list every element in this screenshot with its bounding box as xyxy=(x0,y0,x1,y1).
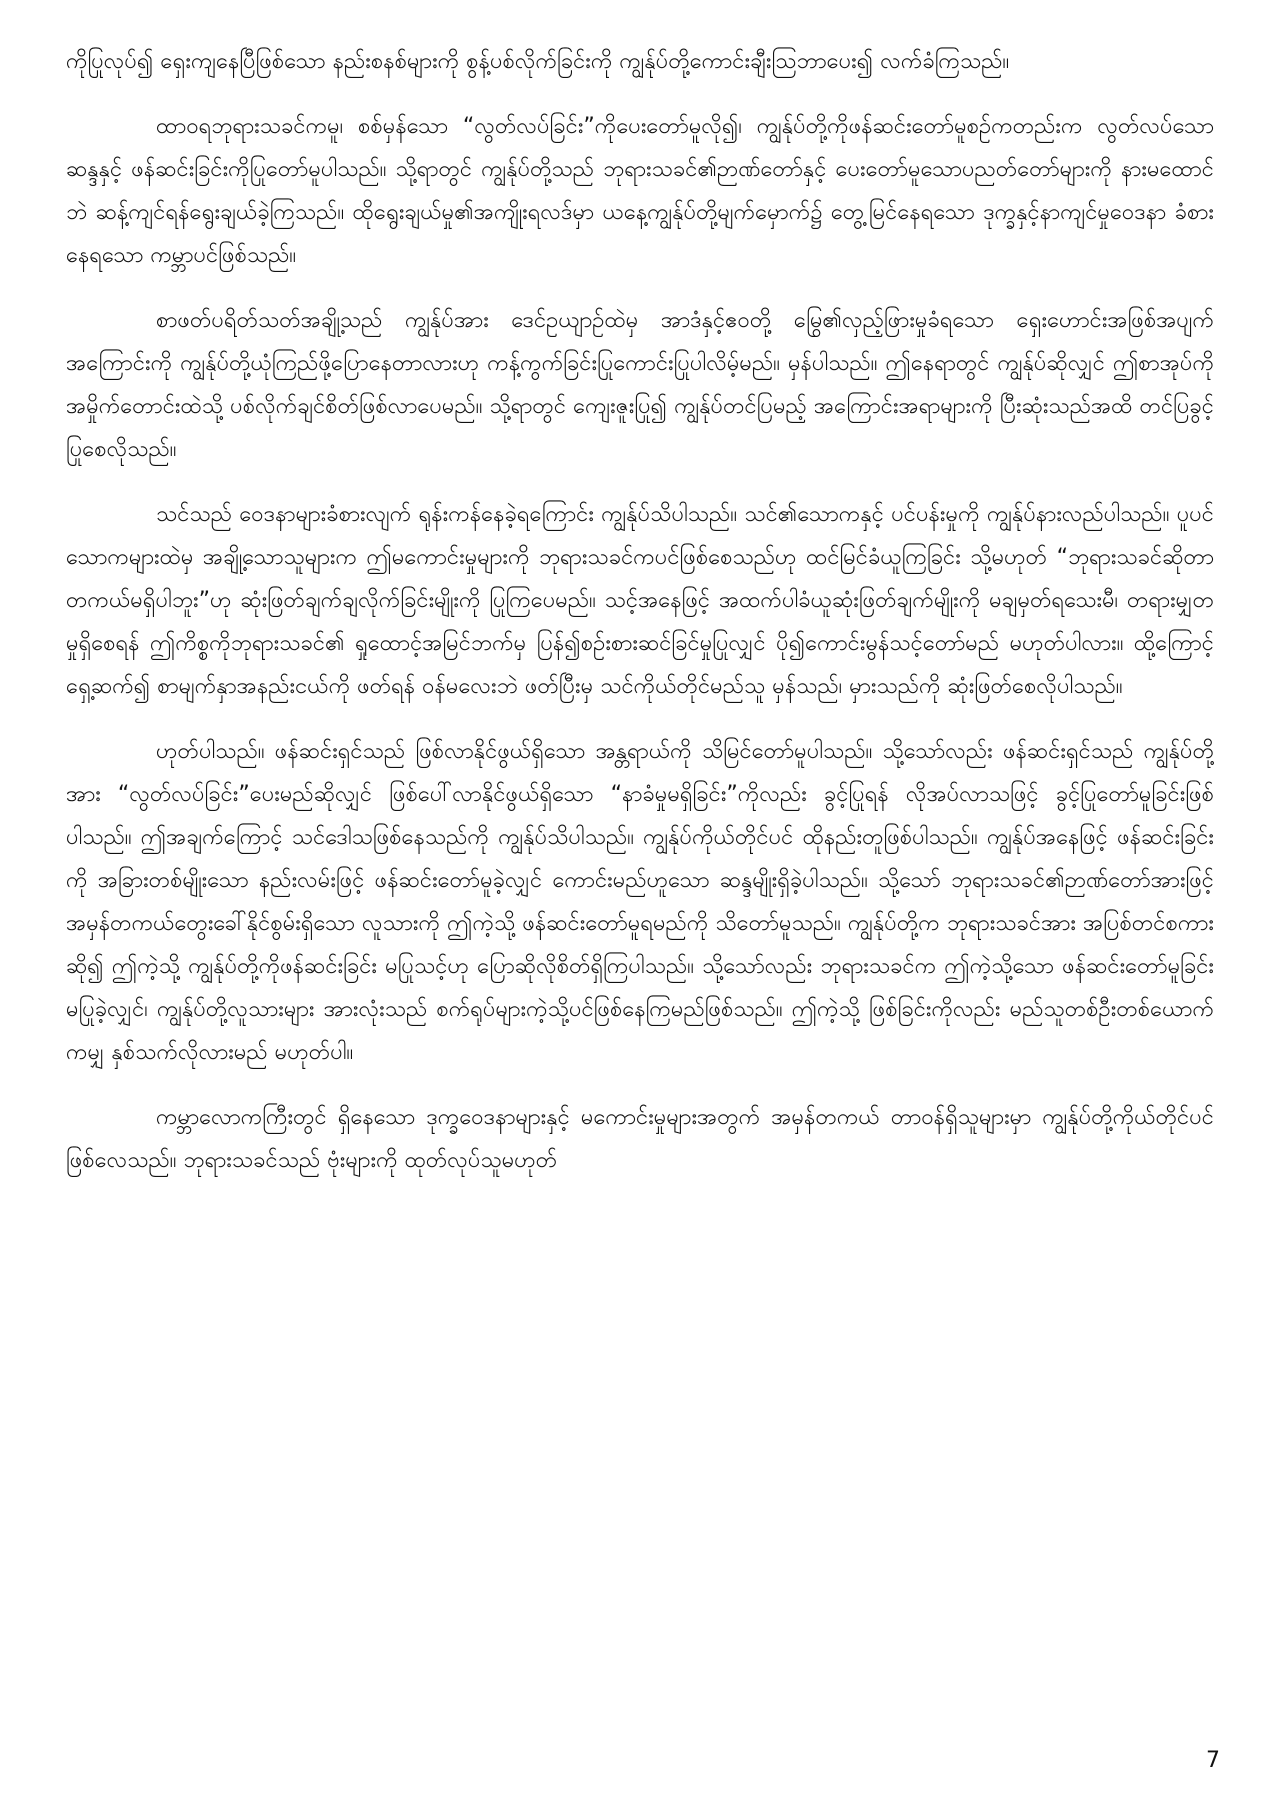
paragraph-5: ဟုတ်ပါသည်။ ဖန်ဆင်းရှင်သည် ဖြစ်လာနိုင်ဖွယ်ရှိသော အန္တရာယ်ကို သိမြင်တော်မူပါသည်။ သို့သော်လည်း ဖန်ဆင်းရှင်သည် ကျွန်ုပ်တို့အား “လွတ်လပ်ခြင်း”ပေးမည်ဆိုလျှင် ဖြစ်ပေါ်လာနိုင်ဖွယ်ရှိသော “နာခံမှုမရှိခြင်း”ကိုလည်း ခွင့်ပြုရန် လိုအပ်လာသဖြင့် ခွင့်ပြုတော်မူခြင်းဖြစ်ပါသည်။ ဤအချက်ကြောင့် သင်ဒေါသဖြစ်နေသည်ကို ကျွန်ုပ်သိပါသည်။ ကျွန်ုပ်ကိုယ်တိုင်ပင် ထိုနည်းတူဖြစ်ပါသည်။ ကျွန်ုပ်အနေဖြင့် ဖန်ဆင်းခြင်းကို အခြားတစ်မျိုးသော နည်းလမ်းဖြင့် ဖန်ဆင်းတော်မူခဲ့လျှင် ကောင်းမည်ဟူသော ဆန္ဒမျိုးရှိခဲ့ပါသည်။ သို့သော် ဘုရားသခင်၏ဉာဏ်တော်အားဖြင့် အမှန်တကယ်တွေးခေါ်နိုင်စွမ်းရှိသော လူသားကို ဤကဲ့သို့ ဖန်ဆင်းတော်မူရမည်ကို သိတော်မူသည်။ ကျွန်ုပ်တို့က ဘုရားသခင်အား အပြစ်တင်စကားဆို၍ ဤကဲ့သို့ ကျွန်ုပ်တို့ကိုဖန်ဆင်းခြင်း မပြုသင့်ဟု ပြောဆိုလိုစိတ်ရှိကြပါသည်။ သို့သော်လည်း ဘုရားသခင်က ဤကဲ့သို့သော ဖန်ဆင်းတော်မူခြင်းမပြုခဲ့လျှင်၊ ကျွန်ုပ်တို့လူသားများ အားလုံးသည် စက်ရုပ်များကဲ့သို့ပင်ဖြစ်နေကြမည်ဖြစ်သည်။ ဤကဲ့သို့ ဖြစ်ခြင်းကိုလည်း မည်သူတစ်ဦးတစ်ယောက်ကမျှ နှစ်သက်လိုလားမည် မဟုတ်ပါ။ xyxy=(66,739,1214,1065)
paragraph-3: စာဖတ်ပရိတ်သတ်အချို့သည် ကျွန်ုပ်အား ဒေင်ဥယျာဉ်ထဲမှ အာဒံနှင့်ဧဝတို့ မြွေ၏လှည့်ဖြားမှုခံရသော ရှေးဟောင်းအဖြစ်အပျက်အကြောင်းကို ကျွန်ုပ်တို့ယုံကြည်ဖို့ပြောနေတာလားဟု ကန့်ကွက်ခြင်းပြုကောင်းပြုပါလိမ့်မည်။ မှန်ပါသည်။ ဤနေရာတွင် ကျွန်ုပ်ဆိုလျှင် ဤစာအုပ်ကို အမှိုက်တောင်းထဲသို့ ပစ်လိုက်ချင်စိတ်ဖြစ်လာပေမည်။ သို့ရာတွင် ကျေးဇူးပြု၍ ကျွန်ုပ်တင်ပြမည့် အကြောင်းအရာများကို ပြီးဆုံးသည်အထိ တင်ပြခွင့်ပြုစေလိုသည်။ xyxy=(66,308,1214,462)
paragraph-1: ကိုပြုလုပ်၍ ရှေးကျနေပြီဖြစ်သော နည်းစနစ်များကို စွန့်ပစ်လိုက်ခြင်းကို ကျွန်ုပ်တို့ကောင်းချီးသြဘာပေး၍ လက်ခံကြသည်။ xyxy=(66,49,1010,74)
paragraph-6: ကမ္ဘာလောကကြီးတွင် ရှိနေသော ဒုက္ခဝေဒနာများနှင့် မကောင်းမှုများအတွက် အမှန်တကယ် တာဝန်ရှိသူများမှာ ကျွန်ုပ်တို့ကိုယ်တိုင်ပင်ဖြစ်လေသည်။ ဘုရားသခင်သည် ဗုံးများကို ထုတ်လုပ်သူမဟုတ် xyxy=(66,1105,1214,1173)
page-content xyxy=(66,40,1214,1204)
paragraph-2: ထာဝရဘုရားသခင်ကမူ၊ စစ်မှန်သော “လွတ်လပ်ခြင်း”ကိုပေးတော်မူလို၍၊ ကျွန်ုပ်တို့ကိုဖန်ဆင်းတော်မူစဉ်ကတည်းက လွတ်လပ်သောဆန္ဒနှင့် ဖန်ဆင်းခြင်းကိုပြုတော်မူပါသည်။ သို့ရာတွင် ကျွန်ုပ်တို့သည် ဘုရားသခင်၏ဉာဏ်တော်နှင့် ပေးတော်မူသောပညတ်တော်များကို နားမထောင်ဘဲ ဆန့်ကျင်ရန်ရွေးချယ်ခဲ့ကြသည်။ ထိုရွေးချယ်မှု၏အကျိုးရလဒ်မှာ ယနေ့ကျွန်ုပ်တို့မျက်မှောက်၌ တွေ့မြင်နေရသော ဒုက္ခနှင့်နာကျင်မှုဝေဒနာ ခံစားနေရသော ကမ္ဘာပင်ဖြစ်သည်။ xyxy=(66,114,1214,268)
page-number: 7 xyxy=(1206,1748,1220,1773)
paragraph-4: သင်သည် ဝေဒနာများခံစားလျက် ရုန်းကန်နေခဲ့ရကြောင်း ကျွန်ုပ်သိပါသည်။ သင်၏သောကနှင့် ပင်ပန်းမှုကို ကျွန်ုပ်နားလည်ပါသည်။ ပူပင်သောကများထဲမှ အချို့သောသူများက ဤမကောင်းမှုများကို ဘုရားသခင်ကပင်ဖြစ်စေသည်ဟု ထင်မြင်ခံယူကြခြင်း သို့မဟုတ် “ဘုရားသခင်ဆိုတာ တကယ်မရှိပါဘူး”ဟု ဆုံးဖြတ်ချက်ချလိုက်ခြင်းမျိုးကို ပြုကြပေမည်။ သင့်အနေဖြင့် အထက်ပါခံယူဆုံးဖြတ်ချက်မျိုးကို မချမှတ်ရသေးမီ၊ တရားမျှတမှုရှိစေရန် ဤကိစ္စကိုဘုရားသခင်၏ ရှုထောင့်အမြင်ဘက်မှ ပြန်၍စဉ်းစားဆင်ခြင်မှုပြုလျှင် ပို၍ကောင်းမွန်သင့်တော်မည် မဟုတ်ပါလား။ ထို့ကြောင့် ရှေ့ဆက်၍ စာမျက်နှာအနည်းငယ်ကို ဖတ်ရန် ဝန်မလေးဘဲ ဖတ်ပြီးမှ သင်ကိုယ်တိုင်မည်သူ မှန်သည်၊ မှားသည်ကို ဆုံးဖြတ်စေလိုပါသည်။ xyxy=(66,502,1214,699)
